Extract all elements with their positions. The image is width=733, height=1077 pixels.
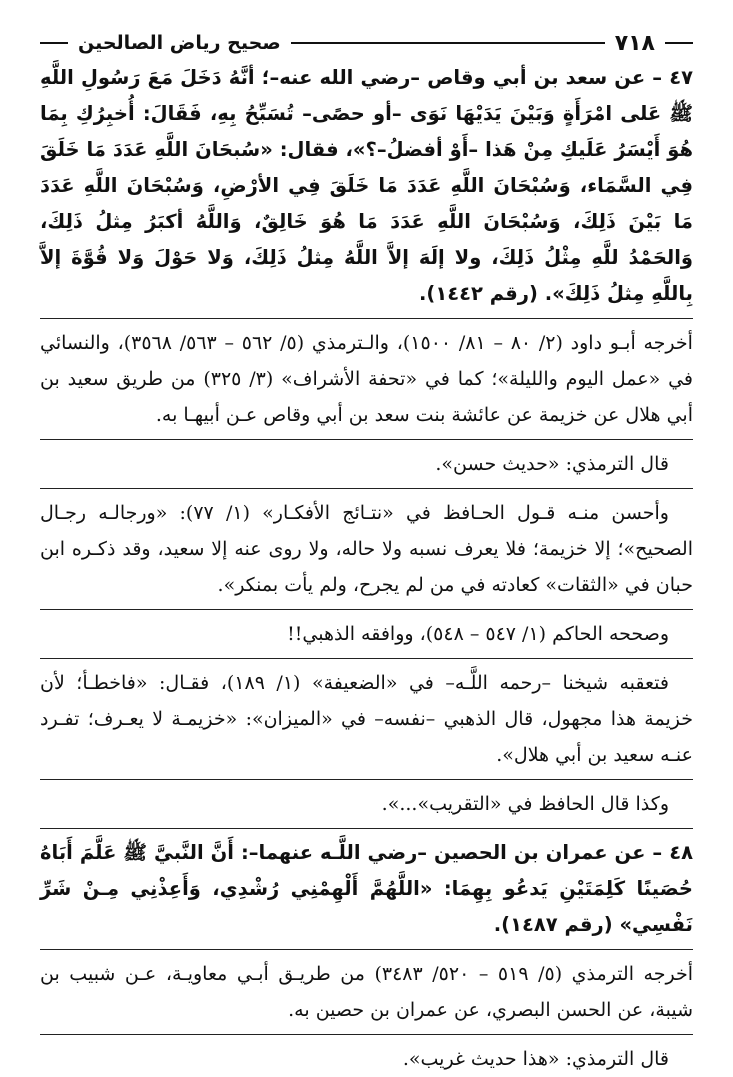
separator <box>40 318 693 319</box>
note-paragraph: أخرجه الترمذي (٥/ ٥١٩ – ٥٢٠/ ٣٤٨٣) من طريـق أبـي معاويـة، عـن شبيب بن شيبة، عن الحسن البصري، عن عمران بن حصين به. <box>40 963 693 1021</box>
hadith-48: ٤٨ – عن عمران بن الحصين –رضي اللَّـه عنهما–: أَنَّ النَّبيَّ ﷺ عَلَّمَ أَبَاهُ حُصَينًا كَلِمَتَيْنِ يَدعُو بِهِمَا: «اللَّهُمَّ أَلْهِمْنِي رُشْدِي، وَأَعِذْنِي مِـنْ شَرِّ نَفْسِي» (رقم ١٤٨٧). <box>40 841 693 936</box>
note-paragraph: قال الترمذي: «هذا حديث غريب». <box>402 1048 669 1070</box>
note-paragraph: وكذا قال الحافظ في «التقريب»...». <box>381 793 669 815</box>
separator <box>40 439 693 440</box>
separator <box>40 779 693 780</box>
page-number: ٧١٨ <box>614 30 655 56</box>
separator <box>40 828 693 829</box>
header-rule-left <box>40 42 68 44</box>
header-rule-right <box>665 42 693 44</box>
note-paragraph: وأحسن منـه قـول الحـافظ في «نتـائج الأفكـار» (١/ ٧٧): «ورجالـه رجـال الصحيح»؛ إلا خزيمة؛ فلا يعرف نسبه ولا حاله، ولا روى عنه إلا سعيد، وقد ذكـره ابن حبان في «الثقات» كعادته في من لم يجرح، ولم يأت بمنكر». <box>40 502 693 596</box>
separator <box>40 1034 693 1035</box>
book-title: صحيح رياض الصالحين <box>78 32 281 54</box>
separator <box>40 488 693 489</box>
separator <box>40 949 693 950</box>
header-rule-middle <box>291 42 605 44</box>
note-paragraph: أخرجه أبـو داود (٢/ ٨٠ – ٨١/ ١٥٠٠)، والـترمذي (٥/ ٥٦٢ – ٥٦٣/ ٣٥٦٨)، والنسائي في «عمل اليوم والليلة»؛ كما في «تحفة الأشراف» (٣/ ٣٢٥) من طريق سعيد بن أبي هلال عن خزيمة عن عائشة بنت سعد بن أبي وقاص عـن أبيهـا به. <box>40 332 693 426</box>
note-paragraph: وصححه الحاكم (١/ ٥٤٧ – ٥٤٨)، ووافقه الذهبي!! <box>287 623 669 645</box>
note-paragraph: فتعقبه شيخنا –رحمه اللَّـه– في «الضعيفة» (١/ ١٨٩)، فقـال: «فاخطـأ؛ لأن خزيمة هذا مجهول، قال الذهبي –نفسه– في «الميزان»: «خزيمـة لا يعـرف؛ تفـرد عنـه سعيد بن أبي هلال». <box>40 672 693 766</box>
note-paragraph: قال الترمذي: «حديث حسن». <box>435 453 669 475</box>
separator <box>40 609 693 610</box>
separator <box>40 658 693 659</box>
page-header <box>40 26 693 60</box>
hadith-47: ٤٧ – عن سعد بن أبي وقاص –رضي الله عنه–؛ أنَّهُ دَخَلَ مَعَ رَسُولِ اللَّهِ ﷺ عَلى امْرَأَةٍ وَبَيْنَ يَدَيْهَا نَوَى –أو حصًى– تُسَبِّحُ بِهِ، فَقَالَ: أُخبِرُكِ بِمَا هُوَ أَيْسَرُ عَلَيكِ مِنْ هَذا –أَوْ أفضلُ–؟»، فقال: «سُبحَانَ اللَّهِ عَدَدَ مَا خَلَقَ فِي السَّمَاء، وَسُبْحَانَ اللَّهِ عَدَدَ مَا خَلَقَ فِي الأرْضِ، وَسُبْحَانَ اللَّهِ عَدَدَ مَا بَيْنَ ذَلِكَ، وَسُبْحَانَ اللَّهِ عَدَدَ مَا هُوَ خَالِقٌ، وَاللَّهُ أكبَرُ مِثلُ ذَلِكَ، وَالحَمْدُ للَّهِ مِثْلُ ذَلِكَ، ولا إلَهَ إلاَّ اللَّهُ مِثلُ ذَلِكَ، وَلا حَوْلَ وَلا قُوَّةَ إلاَّ بِاللَّهِ مِثلُ ذَلِكَ». (رقم ١٤٤٢). <box>40 66 693 305</box>
